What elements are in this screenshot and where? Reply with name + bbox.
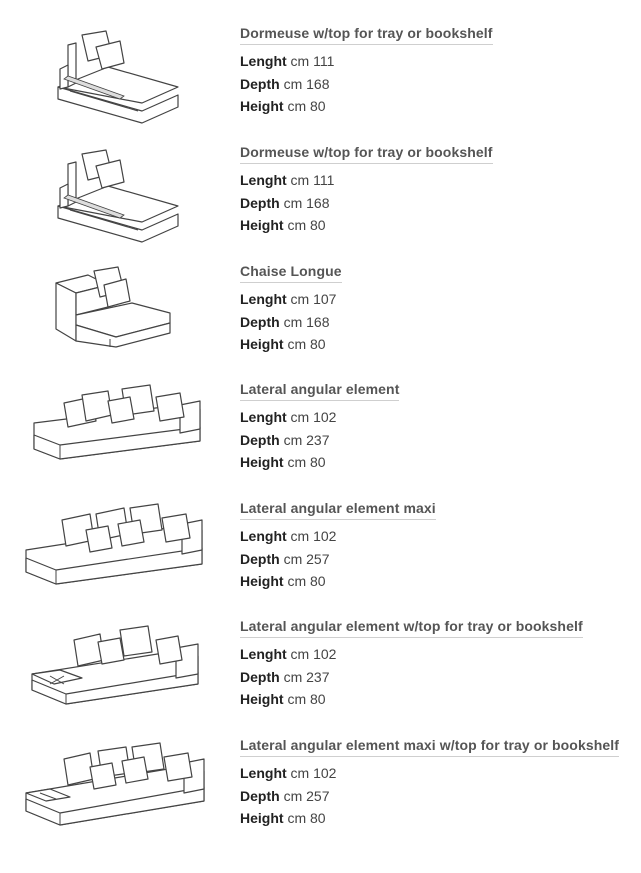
chaise-longue-icon [20,263,210,363]
height-row: Height cm 80 [240,454,326,470]
product-item [0,263,641,381]
product-title: Lateral angular element maxi w/top for tray or bookshelf [240,737,619,757]
product-title: Dormeuse w/top for tray or bookshelf [240,144,493,164]
lateral-angular-maxi-icon [20,500,210,600]
lateral-angular-tray-icon [20,618,210,718]
length-row: Lenght cm 107 [240,291,337,307]
product-item [0,737,641,855]
product-item [0,500,641,618]
height-row: Height cm 80 [240,217,326,233]
depth-row: Depth cm 168 [240,75,330,92]
length-row: Lenght cm 102 [240,409,337,425]
depth-row: Depth cm 168 [240,194,330,211]
length-row: Lenght cm 102 [240,528,337,544]
product-item [0,618,641,736]
depth-row: Depth cm 237 [240,668,330,685]
height-row: Height cm 80 [240,98,326,114]
product-title: Lateral angular element maxi [240,500,436,520]
height-row: Height cm 80 [240,691,326,707]
height-row: Height cm 80 [240,810,326,826]
length-row: Lenght cm 102 [240,646,337,662]
length-row: Lenght cm 111 [240,172,335,188]
product-item [0,25,641,143]
length-row: Lenght cm 102 [240,765,337,781]
depth-row: Depth cm 257 [240,550,330,567]
product-item [0,381,641,499]
height-row: Height cm 80 [240,573,326,589]
product-title: Chaise Longue [240,263,342,283]
depth-row: Depth cm 237 [240,431,330,448]
product-title: Lateral angular element [240,381,399,401]
product-title: Lateral angular element w/top for tray or bookshelf [240,618,583,638]
length-row: Lenght cm 111 [240,53,335,69]
dormeuse-tray-icon [20,25,210,125]
depth-row: Depth cm 168 [240,313,330,330]
height-row: Height cm 80 [240,336,326,352]
dormeuse-tray-icon [20,144,210,244]
product-title: Dormeuse w/top for tray or bookshelf [240,25,493,45]
depth-row: Depth cm 257 [240,787,330,804]
product-item [0,144,641,262]
lateral-angular-icon [20,381,210,481]
lateral-angular-maxi-tray-icon [20,737,210,837]
